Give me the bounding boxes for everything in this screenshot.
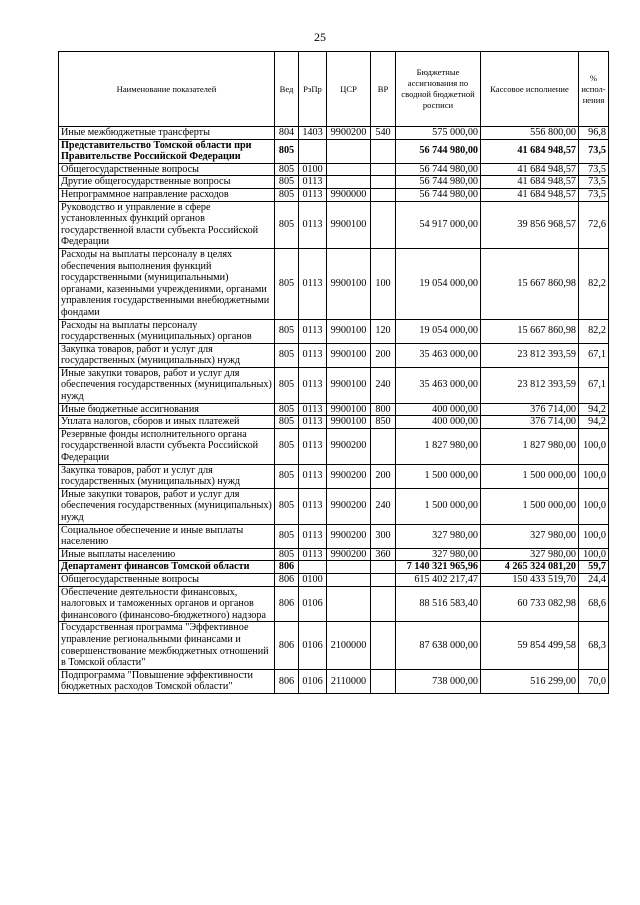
table-row [59, 622, 609, 669]
cell-section: 0113 [299, 464, 327, 488]
cell-budget-allocations: 56 744 980,00 [396, 188, 481, 201]
cell-budget-allocations: 327 980,00 [396, 548, 481, 561]
cell-target-article [327, 163, 371, 176]
cell-indicator-name: Уплата налогов, сборов и иных платежей [59, 416, 275, 429]
cell-cash-execution: 327 980,00 [481, 548, 579, 561]
cell-expense-type: 800 [371, 403, 396, 416]
cell-execution-percent: 72,6 [579, 201, 609, 248]
cell-indicator-name: Непрограммное направление расходов [59, 188, 275, 201]
cell-department: 806 [275, 573, 299, 586]
cell-expense-type: 540 [371, 127, 396, 140]
cell-indicator-name: Департамент финансов Томской области [59, 561, 275, 574]
table-row [59, 464, 609, 488]
cell-cash-execution: 41 684 948,57 [481, 139, 579, 163]
cell-execution-percent: 73,5 [579, 139, 609, 163]
table-row [59, 573, 609, 586]
cell-target-article: 9900200 [327, 488, 371, 524]
cell-budget-allocations: 56 744 980,00 [396, 139, 481, 163]
cell-department: 805 [275, 548, 299, 561]
cell-expense-type: 100 [371, 248, 396, 319]
cell-target-article: 9900100 [327, 248, 371, 319]
cell-budget-allocations: 88 516 583,40 [396, 586, 481, 622]
cell-expense-type [371, 201, 396, 248]
cell-indicator-name: Общегосударственные вопросы [59, 163, 275, 176]
cell-cash-execution: 39 856 968,57 [481, 201, 579, 248]
cell-target-article: 9900000 [327, 188, 371, 201]
table-row [59, 343, 609, 367]
cell-section: 0106 [299, 622, 327, 669]
table-row [59, 139, 609, 163]
cell-cash-execution: 60 733 082,98 [481, 586, 579, 622]
cell-section: 0106 [299, 586, 327, 622]
cell-expense-type: 240 [371, 367, 396, 403]
cell-expense-type: 300 [371, 524, 396, 548]
cell-target-article: 9900100 [327, 319, 371, 343]
cell-cash-execution: 556 800,00 [481, 127, 579, 140]
table-row [59, 201, 609, 248]
cell-target-article [327, 573, 371, 586]
cell-indicator-name: Резервные фонды исполнительного органа государственной власти субъекта Российской Федерации [59, 428, 275, 464]
cell-indicator-name: Иные межбюджетные трансферты [59, 127, 275, 140]
cell-expense-type [371, 188, 396, 201]
cell-indicator-name: Закупка товаров, работ и услуг для государственных (муниципальных) нужд [59, 464, 275, 488]
budget-execution-table [58, 51, 609, 694]
table-row [59, 127, 609, 140]
cell-execution-percent: 73,5 [579, 163, 609, 176]
cell-expense-type: 240 [371, 488, 396, 524]
cell-execution-percent: 100,0 [579, 428, 609, 464]
cell-target-article: 9900200 [327, 464, 371, 488]
cell-execution-percent: 94,2 [579, 403, 609, 416]
cell-cash-execution: 41 684 948,57 [481, 163, 579, 176]
table-row [59, 403, 609, 416]
cell-expense-type: 360 [371, 548, 396, 561]
cell-expense-type: 200 [371, 343, 396, 367]
cell-target-article: 2110000 [327, 669, 371, 693]
cell-department: 805 [275, 367, 299, 403]
cell-department: 805 [275, 319, 299, 343]
cell-section: 0113 [299, 176, 327, 189]
cell-department: 805 [275, 464, 299, 488]
cell-cash-execution: 1 500 000,00 [481, 464, 579, 488]
table-row [59, 488, 609, 524]
cell-section: 0113 [299, 403, 327, 416]
cell-budget-allocations: 87 638 000,00 [396, 622, 481, 669]
cell-section [299, 139, 327, 163]
cell-cash-execution: 15 667 860,98 [481, 248, 579, 319]
cell-section [299, 561, 327, 574]
cell-section: 0113 [299, 367, 327, 403]
header-section: РзПр [299, 52, 327, 127]
cell-budget-allocations: 738 000,00 [396, 669, 481, 693]
cell-expense-type: 200 [371, 464, 396, 488]
cell-budget-allocations: 35 463 000,00 [396, 343, 481, 367]
cell-section: 0113 [299, 548, 327, 561]
table-row [59, 248, 609, 319]
cell-budget-allocations: 56 744 980,00 [396, 163, 481, 176]
cell-expense-type [371, 586, 396, 622]
cell-cash-execution: 41 684 948,57 [481, 188, 579, 201]
cell-indicator-name: Руководство и управление в сфере установленных функций органов государственной власти субъекта Российской Федерации [59, 201, 275, 248]
table-row [59, 188, 609, 201]
cell-cash-execution: 376 714,00 [481, 416, 579, 429]
cell-indicator-name: Обеспечение деятельности финансовых, налоговых и таможенных органов и органов финансового (финансово-бюджетного) надзора [59, 586, 275, 622]
cell-department: 805 [275, 139, 299, 163]
cell-section: 0113 [299, 319, 327, 343]
cell-cash-execution: 1 500 000,00 [481, 488, 579, 524]
cell-budget-allocations: 1 827 980,00 [396, 428, 481, 464]
cell-budget-allocations: 19 054 000,00 [396, 319, 481, 343]
cell-budget-allocations: 400 000,00 [396, 416, 481, 429]
cell-department: 805 [275, 343, 299, 367]
cell-target-article: 9900100 [327, 403, 371, 416]
cell-execution-percent: 24,4 [579, 573, 609, 586]
cell-execution-percent: 94,2 [579, 416, 609, 429]
cell-target-article [327, 561, 371, 574]
cell-execution-percent: 70,0 [579, 669, 609, 693]
cell-indicator-name: Общегосударственные вопросы [59, 573, 275, 586]
header-cash-execution: Кассовое исполнение [481, 52, 579, 127]
cell-indicator-name: Расходы на выплаты персоналу в целях обеспечения выполнения функций государственными (муниципальными) органами, казенными учреждениями, органами управления государственными внебюджетными фондами [59, 248, 275, 319]
cell-cash-execution: 59 854 499,58 [481, 622, 579, 669]
cell-section: 0113 [299, 201, 327, 248]
cell-section: 0113 [299, 343, 327, 367]
cell-department: 805 [275, 163, 299, 176]
cell-execution-percent: 68,6 [579, 586, 609, 622]
cell-budget-allocations: 35 463 000,00 [396, 367, 481, 403]
cell-indicator-name: Представительство Томской области при Правительстве Российской Федерации [59, 139, 275, 163]
cell-department: 805 [275, 416, 299, 429]
cell-target-article: 9900100 [327, 343, 371, 367]
cell-expense-type [371, 163, 396, 176]
cell-execution-percent: 100,0 [579, 488, 609, 524]
cell-section: 0113 [299, 524, 327, 548]
cell-section: 0113 [299, 488, 327, 524]
cell-target-article: 9900100 [327, 367, 371, 403]
cell-department: 805 [275, 403, 299, 416]
cell-target-article: 9900100 [327, 416, 371, 429]
cell-indicator-name: Другие общегосударственные вопросы [59, 176, 275, 189]
cell-target-article [327, 586, 371, 622]
cell-section: 0113 [299, 428, 327, 464]
cell-cash-execution: 150 433 519,70 [481, 573, 579, 586]
cell-department: 806 [275, 622, 299, 669]
cell-section: 1403 [299, 127, 327, 140]
cell-section: 0106 [299, 669, 327, 693]
cell-target-article: 9900200 [327, 548, 371, 561]
cell-budget-allocations: 56 744 980,00 [396, 176, 481, 189]
cell-budget-allocations: 54 917 000,00 [396, 201, 481, 248]
cell-budget-allocations: 575 000,00 [396, 127, 481, 140]
cell-target-article [327, 176, 371, 189]
cell-target-article [327, 139, 371, 163]
cell-execution-percent: 100,0 [579, 548, 609, 561]
cell-execution-percent: 100,0 [579, 464, 609, 488]
cell-department: 805 [275, 188, 299, 201]
cell-execution-percent: 82,2 [579, 319, 609, 343]
cell-department: 805 [275, 488, 299, 524]
header-target-article: ЦСР [327, 52, 371, 127]
table-row [59, 548, 609, 561]
cell-department: 805 [275, 524, 299, 548]
cell-target-article: 2100000 [327, 622, 371, 669]
cell-section: 0113 [299, 248, 327, 319]
cell-expense-type [371, 176, 396, 189]
table-row [59, 561, 609, 574]
cell-indicator-name: Иные закупки товаров, работ и услуг для обеспечения государственных (муниципальных) нужд [59, 488, 275, 524]
table-row [59, 319, 609, 343]
cell-expense-type [371, 573, 396, 586]
cell-budget-allocations: 327 980,00 [396, 524, 481, 548]
header-expense-type: ВР [371, 52, 396, 127]
cell-expense-type [371, 669, 396, 693]
cell-execution-percent: 73,5 [579, 188, 609, 201]
table-row [59, 176, 609, 189]
header-budget-allocations: Бюджетные ассигнования по сводной бюджетной росписи [396, 52, 481, 127]
cell-department: 805 [275, 176, 299, 189]
cell-cash-execution: 1 827 980,00 [481, 428, 579, 464]
cell-expense-type [371, 139, 396, 163]
cell-execution-percent: 96,8 [579, 127, 609, 140]
cell-indicator-name: Расходы на выплаты персоналу государственных (муниципальных) органов [59, 319, 275, 343]
cell-execution-percent: 68,3 [579, 622, 609, 669]
cell-budget-allocations: 615 402 217,47 [396, 573, 481, 586]
cell-indicator-name: Социальное обеспечение и иные выплаты населению [59, 524, 275, 548]
cell-target-article: 9900200 [327, 524, 371, 548]
cell-cash-execution: 23 812 393,59 [481, 367, 579, 403]
cell-cash-execution: 15 667 860,98 [481, 319, 579, 343]
cell-indicator-name: Подпрограмма "Повышение эффективности бюджетных расходов Томской области" [59, 669, 275, 693]
cell-budget-allocations: 1 500 000,00 [396, 464, 481, 488]
cell-expense-type [371, 622, 396, 669]
cell-indicator-name: Закупка товаров, работ и услуг для государственных (муниципальных) нужд [59, 343, 275, 367]
cell-execution-percent: 59,7 [579, 561, 609, 574]
cell-section: 0113 [299, 188, 327, 201]
cell-department: 805 [275, 201, 299, 248]
table-row [59, 428, 609, 464]
header-execution-percent: % испол-нения [579, 52, 609, 127]
cell-indicator-name: Иные закупки товаров, работ и услуг для обеспечения государственных (муниципальных) нужд [59, 367, 275, 403]
cell-budget-allocations: 19 054 000,00 [396, 248, 481, 319]
cell-expense-type: 120 [371, 319, 396, 343]
cell-section: 0100 [299, 573, 327, 586]
cell-execution-percent: 73,5 [579, 176, 609, 189]
cell-cash-execution: 327 980,00 [481, 524, 579, 548]
cell-cash-execution: 4 265 324 081,20 [481, 561, 579, 574]
cell-execution-percent: 67,1 [579, 343, 609, 367]
cell-target-article: 9900100 [327, 201, 371, 248]
table-body [59, 127, 609, 694]
cell-budget-allocations: 7 140 321 965,96 [396, 561, 481, 574]
table-row [59, 367, 609, 403]
table-row [59, 586, 609, 622]
cell-expense-type [371, 428, 396, 464]
table-row [59, 669, 609, 693]
cell-expense-type: 850 [371, 416, 396, 429]
cell-cash-execution: 41 684 948,57 [481, 176, 579, 189]
cell-cash-execution: 376 714,00 [481, 403, 579, 416]
cell-execution-percent: 67,1 [579, 367, 609, 403]
cell-department: 806 [275, 561, 299, 574]
header-indicator-name: Наименование показателей [59, 52, 275, 127]
cell-budget-allocations: 400 000,00 [396, 403, 481, 416]
cell-section: 0113 [299, 416, 327, 429]
cell-indicator-name: Иные выплаты населению [59, 548, 275, 561]
cell-department: 805 [275, 428, 299, 464]
cell-cash-execution: 23 812 393,59 [481, 343, 579, 367]
cell-budget-allocations: 1 500 000,00 [396, 488, 481, 524]
cell-department: 806 [275, 669, 299, 693]
cell-indicator-name: Государственная программа "Эффективное управление региональными финансами и совершенствование межбюджетных отношений в Томской области" [59, 622, 275, 669]
cell-department: 806 [275, 586, 299, 622]
cell-indicator-name: Иные бюджетные ассигнования [59, 403, 275, 416]
cell-section: 0100 [299, 163, 327, 176]
header-department: Вед [275, 52, 299, 127]
table-header-row [59, 52, 609, 127]
cell-expense-type [371, 561, 396, 574]
cell-execution-percent: 82,2 [579, 248, 609, 319]
page-number: 25 [314, 30, 326, 44]
table-row [59, 163, 609, 176]
table-row [59, 524, 609, 548]
cell-target-article: 9900200 [327, 428, 371, 464]
cell-cash-execution: 516 299,00 [481, 669, 579, 693]
cell-department: 805 [275, 248, 299, 319]
table-row [59, 416, 609, 429]
cell-target-article: 9900200 [327, 127, 371, 140]
cell-execution-percent: 100,0 [579, 524, 609, 548]
cell-department: 804 [275, 127, 299, 140]
